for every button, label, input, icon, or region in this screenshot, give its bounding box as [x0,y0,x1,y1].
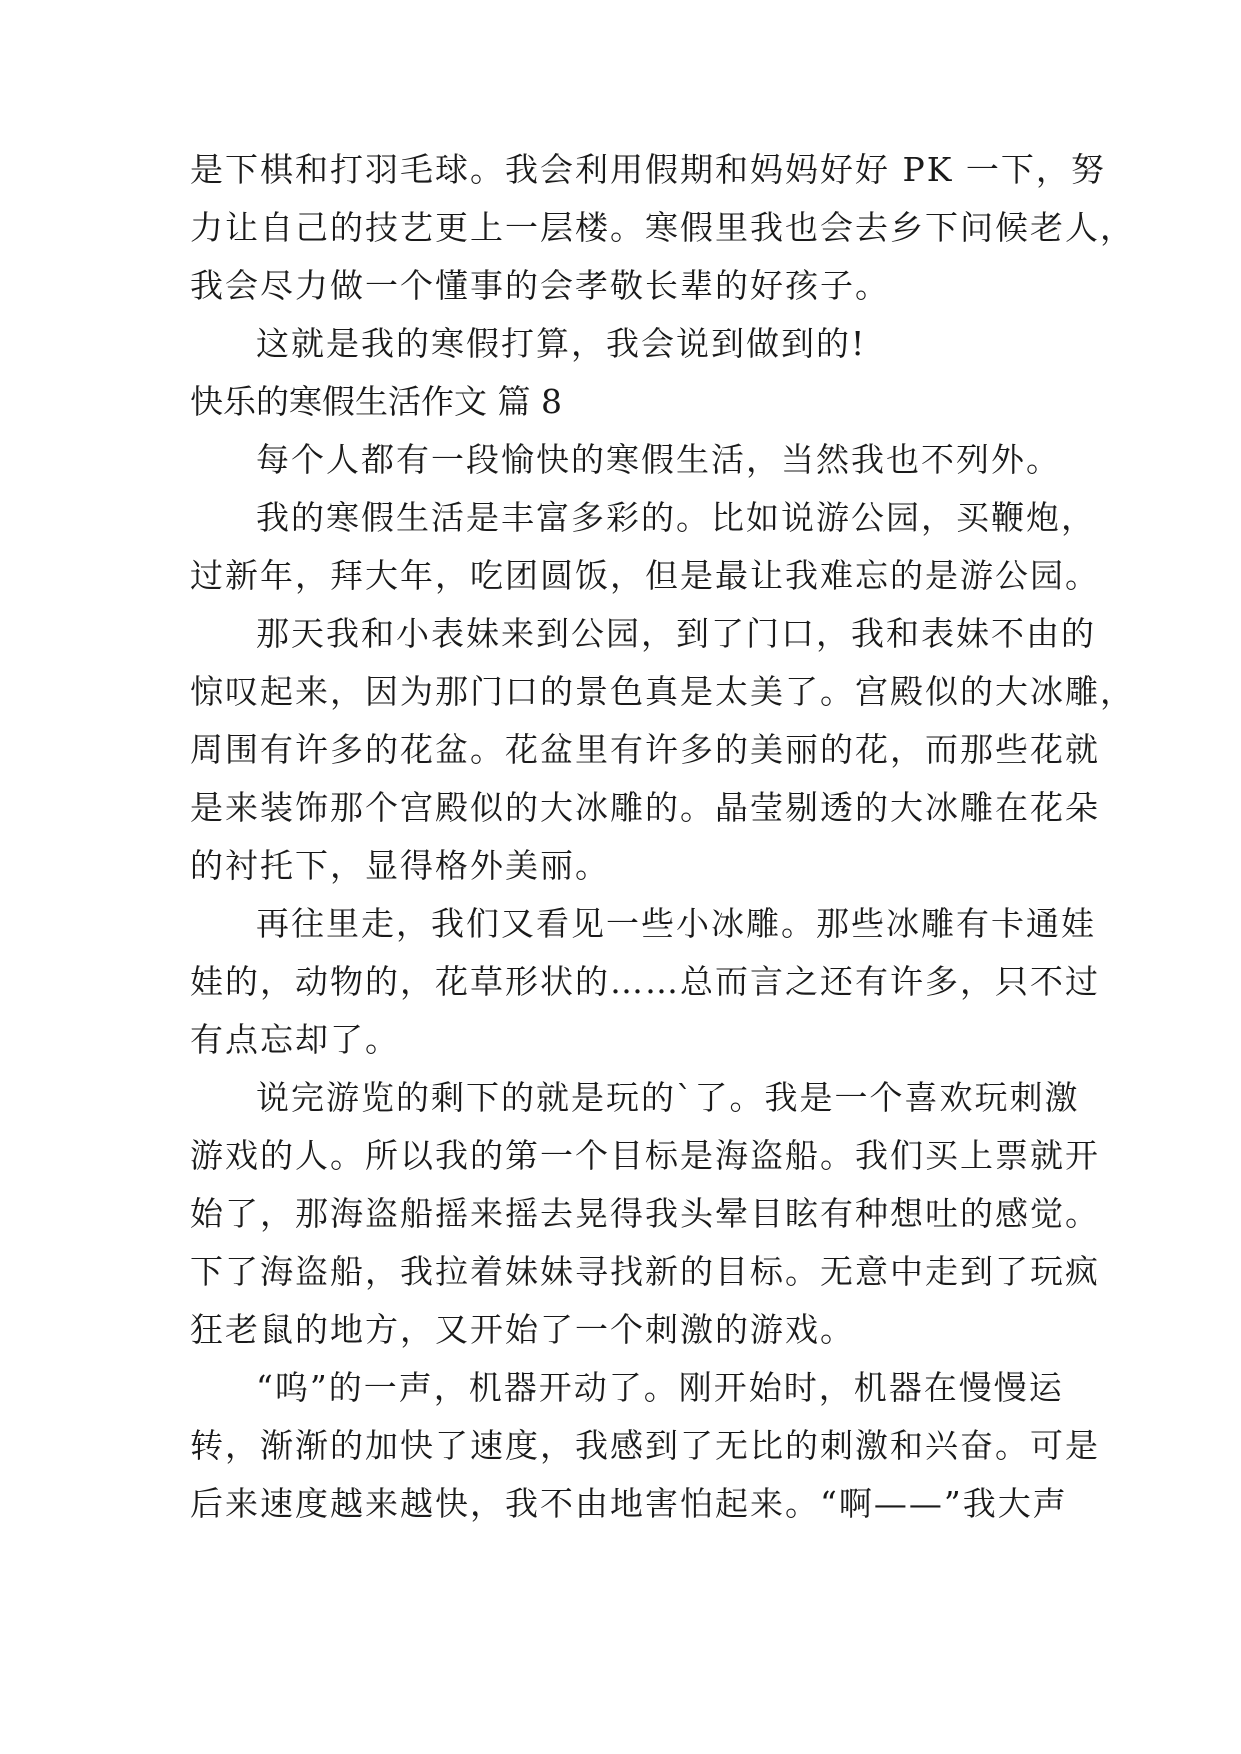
text-line: 是来装饰那个宫殿似的大冰雕的。晶莹剔透的大冰雕在花朵 [190,788,1100,827]
text-line: 说完游览的剩下的就是玩的`了。我是一个喜欢玩刺激 [256,1078,1080,1117]
text-line: 周围有许多的花盆。花盆里有许多的美丽的花，而那些花就 [190,730,1100,769]
text-line: 我会尽力做一个懂事的会孝敬长辈的好孩子。 [190,266,890,305]
text-line: 我的寒假生活是丰富多彩的。比如说游公园，买鞭炮， [256,498,1096,537]
text-line: 力让自己的技艺更上一层楼。寒假里我也会去乡下问候老人， [190,208,1135,247]
text-line: 过新年，拜大年，吃团圆饭，但是最让我难忘的是游公园。 [190,556,1100,595]
text-line: 是下棋和打羽毛球。我会利用假期和妈妈好好 PK 一下，努 [190,150,1106,189]
text-line: 下了海盗船，我拉着妹妹寻找新的目标。无意中走到了玩疯 [190,1252,1100,1291]
text-line: 转，渐渐的加快了速度，我感到了无比的刺激和兴奋。可是 [190,1426,1100,1465]
text-line: 每个人都有一段愉快的寒假生活，当然我也不列外。 [256,440,1061,479]
text-line: 那天我和小表妹来到公园，到了门口，我和表妹不由的 [256,614,1096,653]
text-line: 狂老鼠的地方，又开始了一个刺激的游戏。 [190,1310,855,1349]
text-line: 始了，那海盗船摇来摇去晃得我头晕目眩有种想吐的感觉。 [190,1194,1100,1233]
text-line: 后来速度越来越快，我不由地害怕起来。“啊——”我大声 [190,1484,1068,1523]
text-line: 这就是我的寒假打算，我会说到做到的! [256,324,867,363]
text-line: 再往里走，我们又看见一些小冰雕。那些冰雕有卡通娃 [256,904,1096,943]
text-line: 的衬托下，显得格外美丽。 [190,846,610,885]
section-heading: 快乐的寒假生活作文 篇 8 [190,382,562,421]
text-line: 惊叹起来，因为那门口的景色真是太美了。宫殿似的大冰雕， [190,672,1135,711]
text-line: 游戏的人。所以我的第一个目标是海盗船。我们买上票就开 [190,1136,1100,1175]
text-line: “呜”的一声，机器开动了。刚开始时，机器在慢慢运 [256,1368,1064,1407]
text-line: 有点忘却了。 [190,1020,400,1059]
text-line: 娃的，动物的，花草形状的……总而言之还有许多，只不过 [190,962,1100,1001]
